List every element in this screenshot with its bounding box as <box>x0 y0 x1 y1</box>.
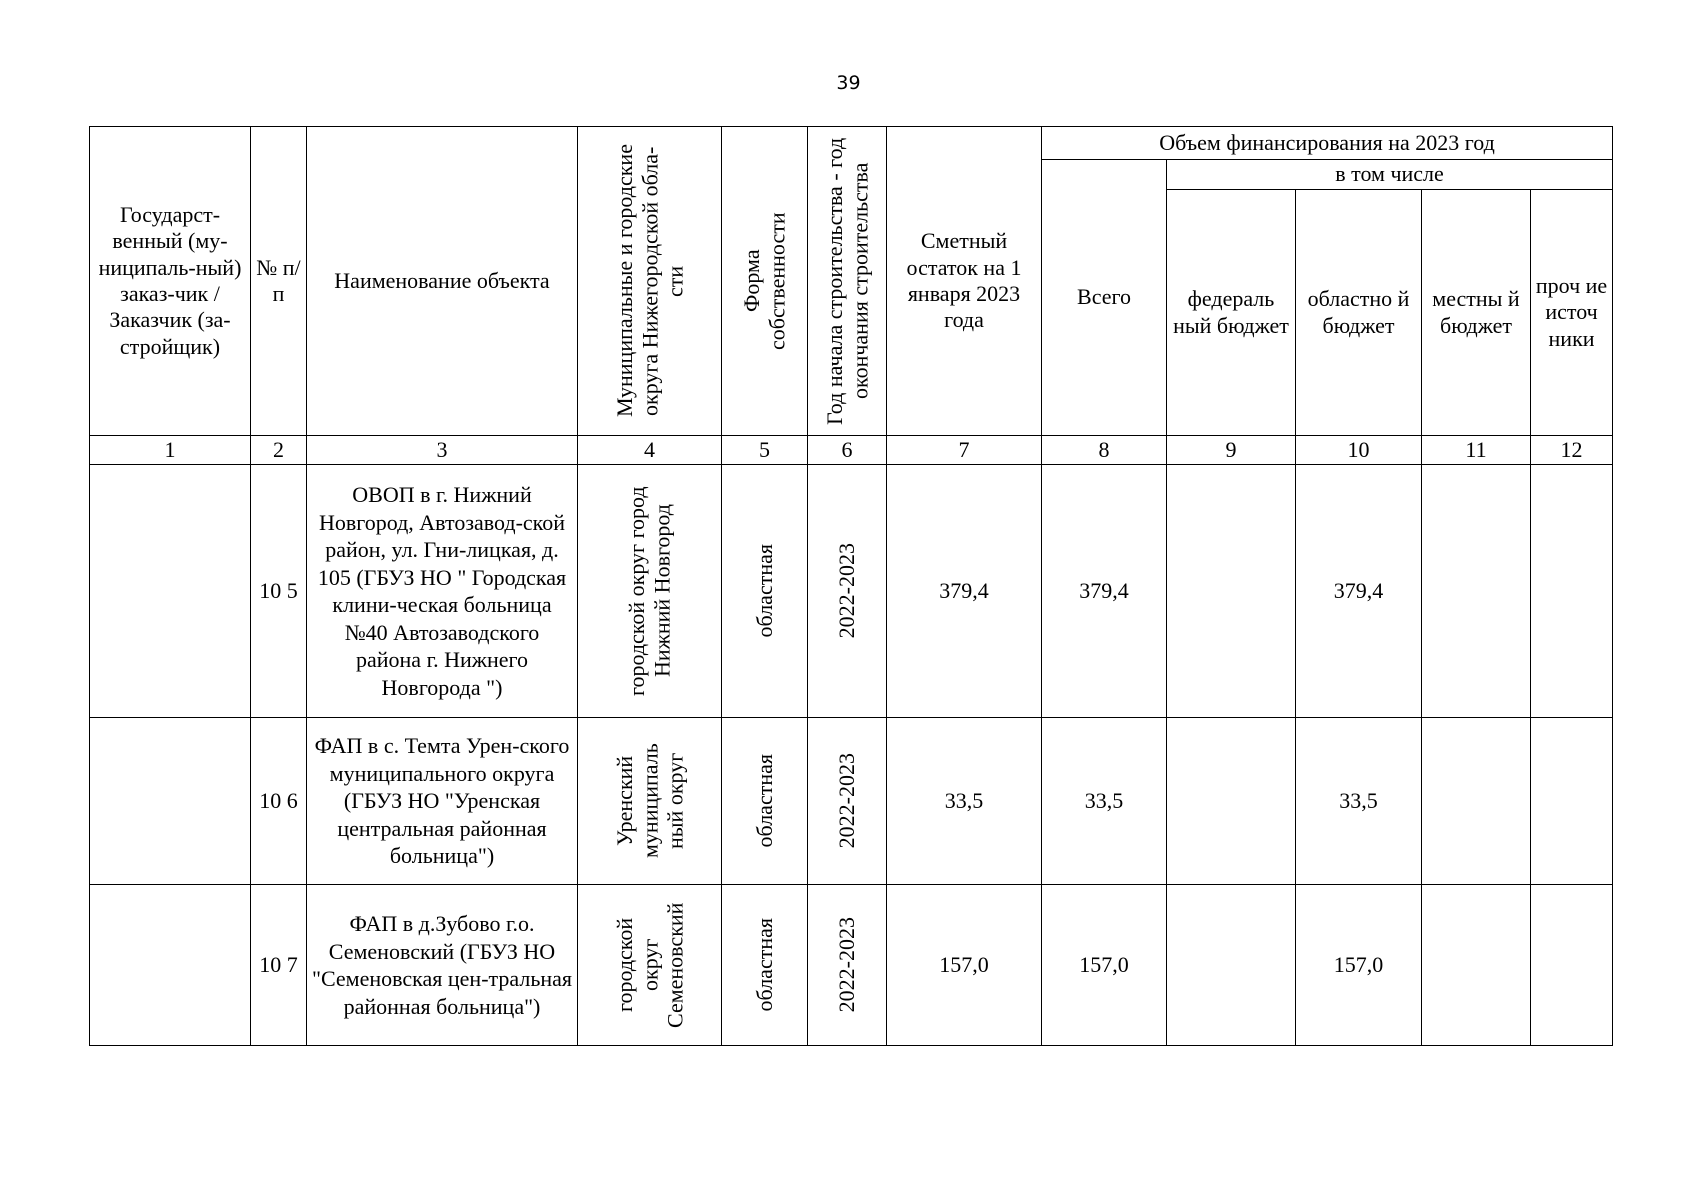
row-other <box>1531 465 1613 718</box>
column-number: 10 <box>1296 436 1422 465</box>
column-number: 12 <box>1531 436 1613 465</box>
column-number: 3 <box>307 436 578 465</box>
page-number: 39 <box>836 72 861 94</box>
funding-table <box>89 126 1613 1046</box>
header-other: проч ие источ ники <box>1531 190 1613 436</box>
row-total: 33,5 <box>1042 718 1167 885</box>
header-district <box>578 127 722 436</box>
header-including: в том числе <box>1167 160 1613 190</box>
header-local: местны й бюджет <box>1422 190 1531 436</box>
row-ownership-label: областная <box>751 918 777 1012</box>
row-years-label: 2022-2023 <box>834 753 860 849</box>
row-object-name: ФАП в с. Темта Урен-ского муниципального округа (ГБУЗ НО "Уренская центральная районная больница") <box>307 718 578 885</box>
header-federal: федераль ный бюджет <box>1167 190 1296 436</box>
row-num: 10 6 <box>251 718 307 885</box>
row-district <box>578 465 722 718</box>
table-row <box>90 465 1613 718</box>
row-other <box>1531 718 1613 885</box>
row-customer <box>90 465 251 718</box>
header-regional: областно й бюджет <box>1296 190 1422 436</box>
header-customer: Государст-венный (му-ниципаль-ный) заказ-чик / Заказчик (за-стройщик) <box>90 127 251 436</box>
column-number: 2 <box>251 436 307 465</box>
header-num: № п/п <box>251 127 307 436</box>
column-number: 8 <box>1042 436 1167 465</box>
row-num: 10 5 <box>251 465 307 718</box>
column-number: 4 <box>578 436 722 465</box>
row-ownership-label: областная <box>751 754 777 848</box>
row-num: 10 7 <box>251 885 307 1046</box>
column-number: 9 <box>1167 436 1296 465</box>
row-years <box>808 885 887 1046</box>
column-numbers-row <box>90 436 1613 465</box>
header-years-label: Год начала строительства - год окончания строительства <box>821 137 872 425</box>
row-district <box>578 885 722 1046</box>
row-years-label: 2022-2023 <box>834 543 860 639</box>
row-total: 157,0 <box>1042 885 1167 1046</box>
column-number: 1 <box>90 436 251 465</box>
header-ownership <box>722 127 808 436</box>
row-ownership <box>722 718 808 885</box>
row-years-label: 2022-2023 <box>834 917 860 1013</box>
column-number: 7 <box>887 436 1042 465</box>
row-remainder: 157,0 <box>887 885 1042 1046</box>
header-funding-title: Объем финансирования на 2023 год <box>1042 127 1613 160</box>
row-district-label: Уренский муниципаль ный округ <box>611 743 688 859</box>
row-ownership <box>722 885 808 1046</box>
table-row <box>90 885 1613 1046</box>
row-ownership-label: областная <box>751 544 777 638</box>
row-total: 379,4 <box>1042 465 1167 718</box>
column-number: 11 <box>1422 436 1531 465</box>
header-years <box>808 127 887 436</box>
header-object-name: Наименование объекта <box>307 127 578 436</box>
row-regional: 157,0 <box>1296 885 1422 1046</box>
row-object-name: ФАП в д.Зубово г.о. Семеновский (ГБУЗ НО "Семеновская цен-тральная районная больница") <box>307 885 578 1046</box>
column-number: 6 <box>808 436 887 465</box>
row-federal <box>1167 465 1296 718</box>
row-local <box>1422 718 1531 885</box>
row-years <box>808 718 887 885</box>
table-row <box>90 718 1613 885</box>
row-customer <box>90 718 251 885</box>
row-federal <box>1167 885 1296 1046</box>
row-local <box>1422 465 1531 718</box>
row-regional: 33,5 <box>1296 718 1422 885</box>
row-ownership <box>722 465 808 718</box>
row-local <box>1422 885 1531 1046</box>
row-federal <box>1167 718 1296 885</box>
header-district-label: Муниципальные и городские округа Нижегородской обла-сти <box>611 144 688 418</box>
column-number: 5 <box>722 436 808 465</box>
row-district <box>578 718 722 885</box>
row-district-label: городской округ Семеновский <box>611 902 688 1028</box>
header-remainder: Сметный остаток на 1 января 2023 года <box>887 127 1042 436</box>
row-years <box>808 465 887 718</box>
row-customer <box>90 885 251 1046</box>
row-district-label: городской округ город Нижний Новгород <box>624 486 675 696</box>
header-ownership-label: Форма собственности <box>739 212 790 350</box>
header-total: Всего <box>1042 160 1167 436</box>
row-remainder: 379,4 <box>887 465 1042 718</box>
row-other <box>1531 885 1613 1046</box>
row-remainder: 33,5 <box>887 718 1042 885</box>
row-regional: 379,4 <box>1296 465 1422 718</box>
row-object-name: ОВОП в г. Нижний Новгород, Автозавод-ской район, ул. Гни-лицкая, д. 105 (ГБУЗ НО " Городская клини-ческая больница №40 Автозаводского района г. Нижнего Новгорода ") <box>307 465 578 718</box>
